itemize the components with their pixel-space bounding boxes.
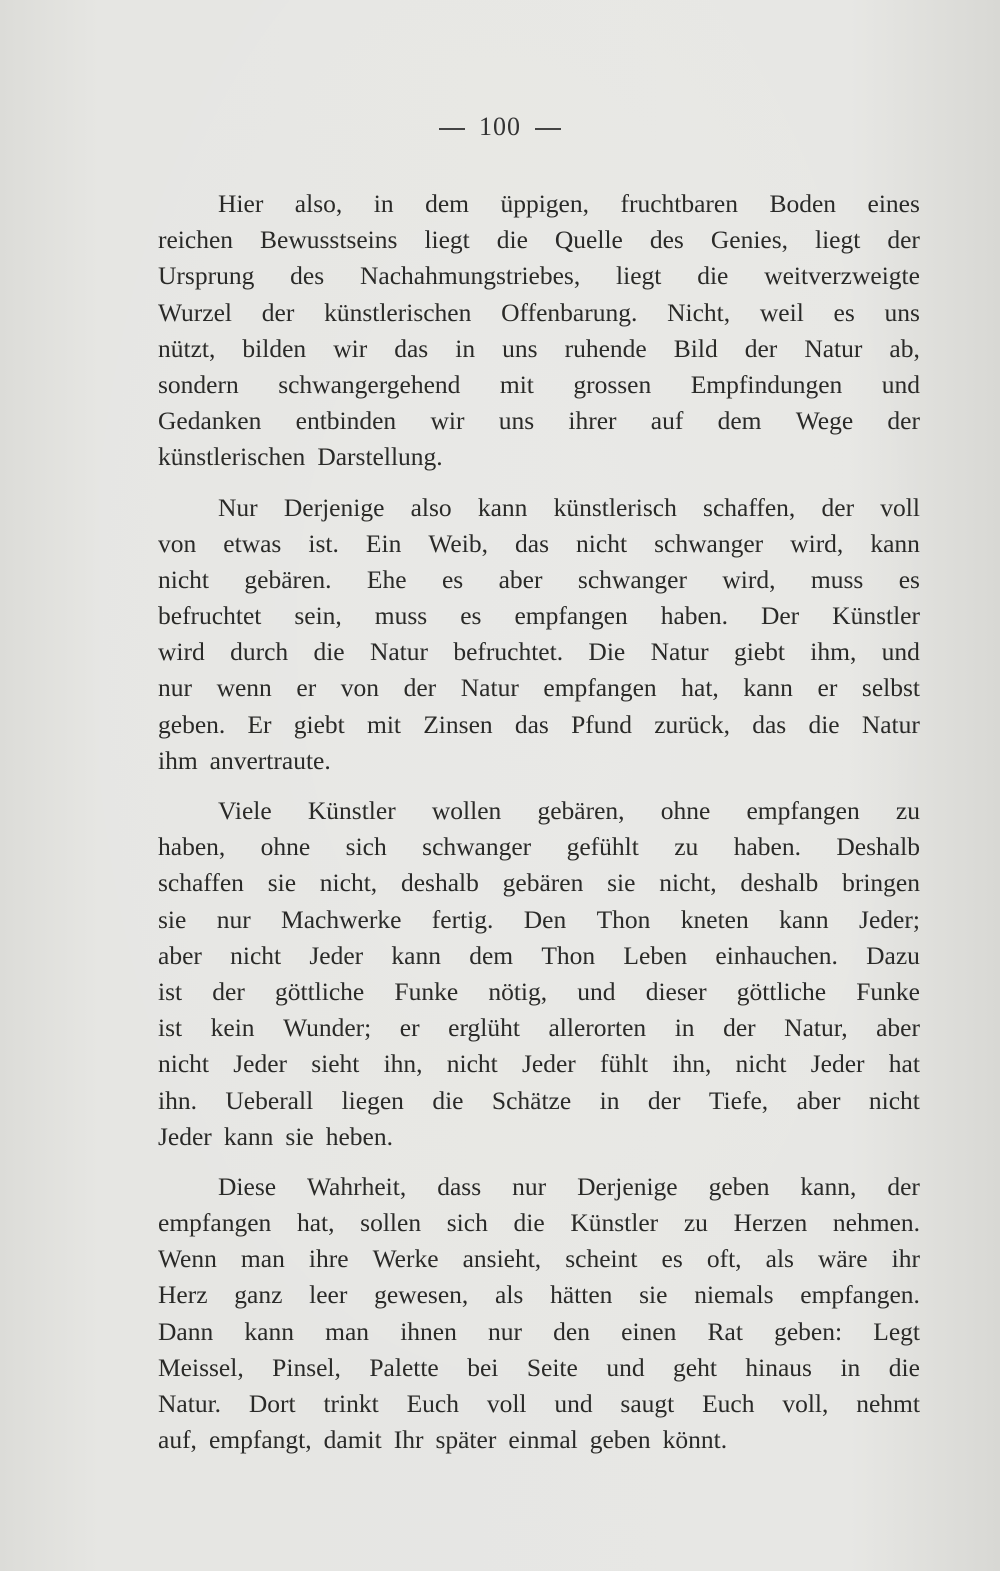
text-line: Meissel, Pinsel, Palette bei Seite und geht hinaus in die bbox=[158, 1352, 920, 1382]
text-line: ihn. Ueberall liegen die Schätze in der Tiefe, aber nicht bbox=[158, 1085, 920, 1115]
text-line: Nur Derjenige also kann künstlerisch schaffen, der voll bbox=[218, 492, 920, 522]
text-line: Diese Wahrheit, dass nur Derjenige geben kann, der bbox=[218, 1171, 920, 1201]
text-line: haben, ohne sich schwanger gefühlt zu haben. Deshalb bbox=[158, 832, 920, 862]
text-line: von etwas ist. Ein Weib, das nicht schwanger wird, kann bbox=[158, 528, 920, 558]
text-line: auf, empfangt, damit Ihr später einmal geben könnt. bbox=[158, 1425, 728, 1455]
text-line: Dann kann man ihnen nur den einen Rat geben: Legt bbox=[158, 1316, 920, 1346]
text-line: ist kein Wunder; er erglüht allerorten in der Natur, aber bbox=[158, 1013, 920, 1043]
text-line: schaffen sie nicht, deshalb gebären sie nicht, deshalb bringen bbox=[158, 868, 920, 898]
text-line: Jeder kann sie heben. bbox=[158, 1121, 393, 1151]
text-line: Ursprung des Nachahmungstriebes, liegt die weitverzweigte bbox=[158, 261, 920, 291]
text-line: künstlerischen Darstellung. bbox=[158, 442, 443, 472]
text-line: Wenn man ihre Werke ansieht, scheint es oft, als wäre ihr bbox=[158, 1244, 920, 1274]
text-line: ihm anvertraute. bbox=[158, 745, 331, 775]
text-line: ist der göttliche Funke nötig, und dieser göttliche Funke bbox=[158, 976, 920, 1006]
text-line: sondern schwangergehend mit grossen Empfindungen und bbox=[158, 369, 920, 399]
text-line: befruchtet sein, muss es empfangen haben. Der Künstler bbox=[158, 601, 920, 631]
header-dash-right bbox=[535, 128, 561, 130]
paragraph bbox=[158, 490, 920, 780]
text-line: empfangen hat, sollen sich die Künstler zu Herzen nehmen. bbox=[158, 1208, 920, 1238]
text-line: nicht gebären. Ehe es aber schwanger wird, muss es bbox=[158, 564, 920, 594]
paragraph bbox=[158, 186, 920, 476]
page-header bbox=[0, 112, 1000, 142]
text-line: Viele Künstler wollen gebären, ohne empfangen zu bbox=[218, 796, 920, 825]
text-line: geben. Er giebt mit Zinsen das Pfund zurück, das die Natur bbox=[158, 709, 920, 739]
paragraph bbox=[158, 1169, 920, 1459]
text-line: nützt, bilden wir das in uns ruhende Bild der Natur ab, bbox=[158, 333, 920, 363]
text-line: Wurzel der künstlerischen Offenbarung. Nicht, weil es uns bbox=[158, 297, 920, 327]
text-line: Gedanken entbinden wir uns ihrer auf dem Wege der bbox=[158, 406, 920, 436]
text-line: sie nur Machwerke fertig. Den Thon kneten kann Jeder; bbox=[158, 904, 920, 934]
text-line: Natur. Dort trinkt Euch voll und saugt Euch voll, nehmt bbox=[158, 1389, 920, 1418]
text-line: aber nicht Jeder kann dem Thon Leben einhauchen. Dazu bbox=[158, 940, 920, 970]
paragraph bbox=[158, 793, 920, 1155]
text-line: Hier also, in dem üppigen, fruchtbaren Boden eines bbox=[218, 189, 920, 218]
text-line: reichen Bewusstseins liegt die Quelle des Genies, liegt der bbox=[158, 225, 920, 255]
text-line: Herz ganz leer gewesen, als hätten sie niemals empfangen. bbox=[158, 1280, 920, 1310]
text-line: wird durch die Natur befruchtet. Die Natur giebt ihm, und bbox=[158, 637, 920, 667]
text-line: nicht Jeder sieht ihn, nicht Jeder fühlt ihn, nicht Jeder hat bbox=[158, 1049, 920, 1079]
page-number: 100 bbox=[479, 112, 521, 141]
text-line: nur wenn er von der Natur empfangen hat, kann er selbst bbox=[158, 673, 920, 703]
header-dash-left bbox=[439, 128, 465, 130]
body-text bbox=[158, 186, 920, 1458]
